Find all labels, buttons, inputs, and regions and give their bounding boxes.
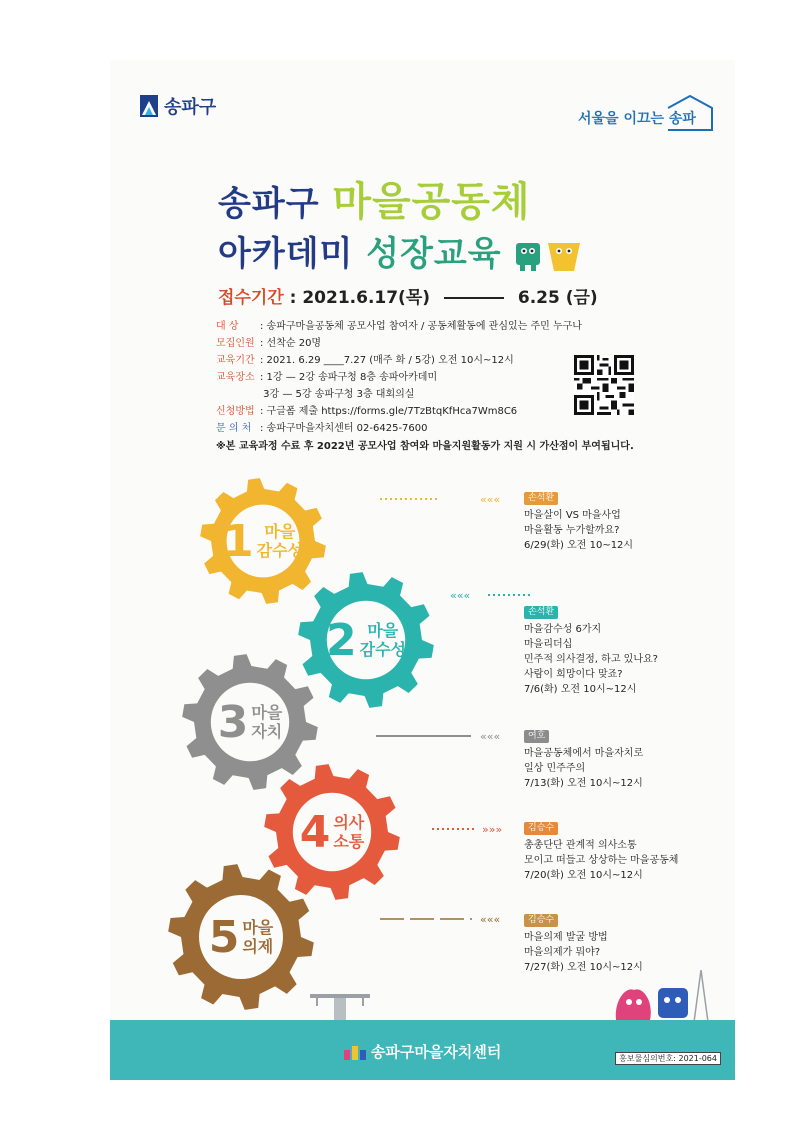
info-key: 모집인원	[216, 338, 255, 349]
session-2-details	[524, 604, 658, 697]
session-topic-line1: 마을	[367, 621, 399, 640]
session-line: 마을활동 누가할까요?	[524, 525, 620, 536]
songpa-logo-mark-icon	[140, 95, 158, 117]
connector-1-arrows-icon	[380, 494, 515, 504]
songpa-logo	[140, 93, 216, 119]
instructor-badge: 김승수	[524, 822, 558, 835]
session-line: 총총단단 관계적 의사소통	[524, 840, 637, 851]
connector-5-arrows-icon	[380, 914, 516, 924]
info-row-place	[216, 369, 634, 386]
svg-text:«««: «««	[450, 590, 471, 600]
session-line: 마을의제가 뭐야?	[524, 947, 601, 958]
session-line: 사람이 희망이다 맞죠?	[524, 669, 623, 680]
tower-illustration-icon	[690, 970, 712, 1022]
title-line-2-prefix: 아카데미	[218, 234, 367, 274]
period-dash	[444, 297, 504, 299]
instructor-badge: 여호	[524, 730, 549, 743]
session-topic-line2: 감수성	[359, 640, 406, 659]
info-key: 교육장소	[216, 372, 255, 383]
bridge-illustration-icon	[310, 990, 370, 1020]
period-end: 6.25 (금)	[517, 288, 598, 308]
session-line: 7/13(화) 오전 10시~12시	[524, 778, 643, 789]
session-topic-line2: 감수성	[256, 541, 303, 560]
info-row-place-2	[216, 386, 634, 403]
center-logo-icon	[344, 1046, 366, 1060]
instructor-badge: 손석환	[524, 492, 558, 505]
title-line-1-highlight: 마을공동체	[332, 179, 531, 225]
info-row-capacity	[216, 335, 634, 352]
instructor-badge: 손석환	[524, 606, 558, 619]
info-row-contact	[216, 420, 634, 437]
info-key: 교육기간	[216, 355, 255, 366]
session-topic-line2: 의제	[242, 937, 274, 956]
session-number: 5	[208, 911, 240, 963]
gear-5-label	[166, 862, 316, 1012]
session-line: 7/20(화) 오전 10시~12시	[524, 870, 643, 881]
connector-2-arrows-icon	[450, 590, 530, 600]
application-period	[218, 283, 598, 308]
session-line: 마을살이 VS 마을사업	[524, 510, 621, 521]
connector-4-arrows-icon	[432, 824, 516, 834]
session-line: 마을감수성 6가지	[524, 624, 602, 635]
info-key: 문 의 처	[216, 423, 252, 434]
info-value: : 송파구마을공동체 공모사업 참여자 / 공동체활동에 관심있는 주민 누구나	[260, 321, 582, 332]
session-5-details	[524, 912, 643, 975]
info-value: : 송파구마을자치센터 02-6425-7600	[260, 423, 428, 434]
svg-text:«««: «««	[480, 914, 501, 924]
title-line-2	[218, 226, 584, 275]
logo-left-text: 송파구	[164, 97, 217, 118]
session-line: 마을리더십	[524, 639, 573, 650]
info-value: : 선착순 20명	[260, 338, 322, 349]
approval-code: 홍보물심의번호: 2021-064	[615, 1052, 721, 1065]
info-value: 3강 — 5강 송파구청 3층 대회의실	[260, 389, 415, 400]
session-number: 2	[326, 614, 357, 666]
session-3-details	[524, 728, 643, 791]
instructor-badge: 김승수	[524, 914, 558, 927]
info-row-period	[216, 352, 634, 369]
title-line-1	[218, 170, 531, 227]
footer-org-name: 송파구마을자치센터	[370, 1043, 502, 1061]
svg-text:«««: «««	[480, 731, 501, 741]
session-line: 마을의제 발굴 방법	[524, 932, 608, 943]
session-topic-line2: 자치	[251, 722, 283, 741]
bonus-note: ※본 교육과정 수료 후 2022년 공모사업 참여와 마을지원활동가 지원 시 가산점이 부여됩니다.	[216, 441, 634, 452]
session-line: 민주적 의사결정, 하고 있나요?	[524, 654, 658, 665]
title-line-1-prefix: 송파구	[218, 184, 333, 224]
svg-text:»»»: »»»	[482, 824, 503, 834]
session-topic-line1: 마을	[251, 703, 283, 722]
period-label: 접수기간	[218, 288, 284, 308]
session-topic-line1: 마을	[242, 918, 274, 937]
session-line: 모이고 떠들고 상상하는 마을공동체	[524, 855, 679, 866]
qr-code-icon[interactable]	[574, 355, 634, 415]
info-key: 신청방법	[216, 406, 255, 417]
info-block	[216, 318, 634, 455]
session-topic-line1: 마을	[264, 522, 296, 541]
slogan-text: 서울을 이끄는 송파	[578, 111, 696, 127]
session-number: 4	[299, 806, 331, 858]
character-mascots-icon	[514, 239, 584, 273]
info-value: : 구글폼 제출 https://forms.gle/7TzBtqKfHca7Wm8C6	[260, 406, 518, 417]
session-topic-line2: 소통	[333, 832, 365, 851]
session-number: 1	[223, 515, 254, 567]
info-row-target	[216, 318, 634, 335]
session-topic-line1: 의사	[333, 813, 365, 832]
info-row-apply	[216, 403, 634, 420]
session-line: 7/6(화) 오전 10시~12시	[524, 684, 637, 695]
session-line: 일상 민주주의	[524, 763, 586, 774]
footer-bar	[110, 1020, 735, 1080]
session-4-details	[524, 820, 678, 883]
svg-text:«««: «««	[480, 494, 501, 504]
session-number: 3	[217, 696, 249, 748]
period-start: : 2021.6.17(목)	[289, 288, 431, 308]
info-value: : 2021. 6.29 ____7.27 (매주 화 / 5강) 오전 10시~12시	[260, 355, 514, 366]
session-line: 6/29(화) 오전 10~12시	[524, 540, 634, 551]
info-value: : 1강 — 2강 송파구청 8층 송파아카데미	[260, 372, 438, 383]
session-line: 7/27(화) 오전 10시~12시	[524, 962, 643, 973]
info-key: 대 상	[216, 321, 239, 332]
session-1-details	[524, 490, 633, 553]
session-line: 마을공동체에서 마을자치로	[524, 748, 644, 759]
title-line-2-highlight: 성장교육	[366, 234, 502, 274]
connector-3-arrows-icon	[376, 731, 516, 741]
slogan-logo	[572, 90, 722, 136]
